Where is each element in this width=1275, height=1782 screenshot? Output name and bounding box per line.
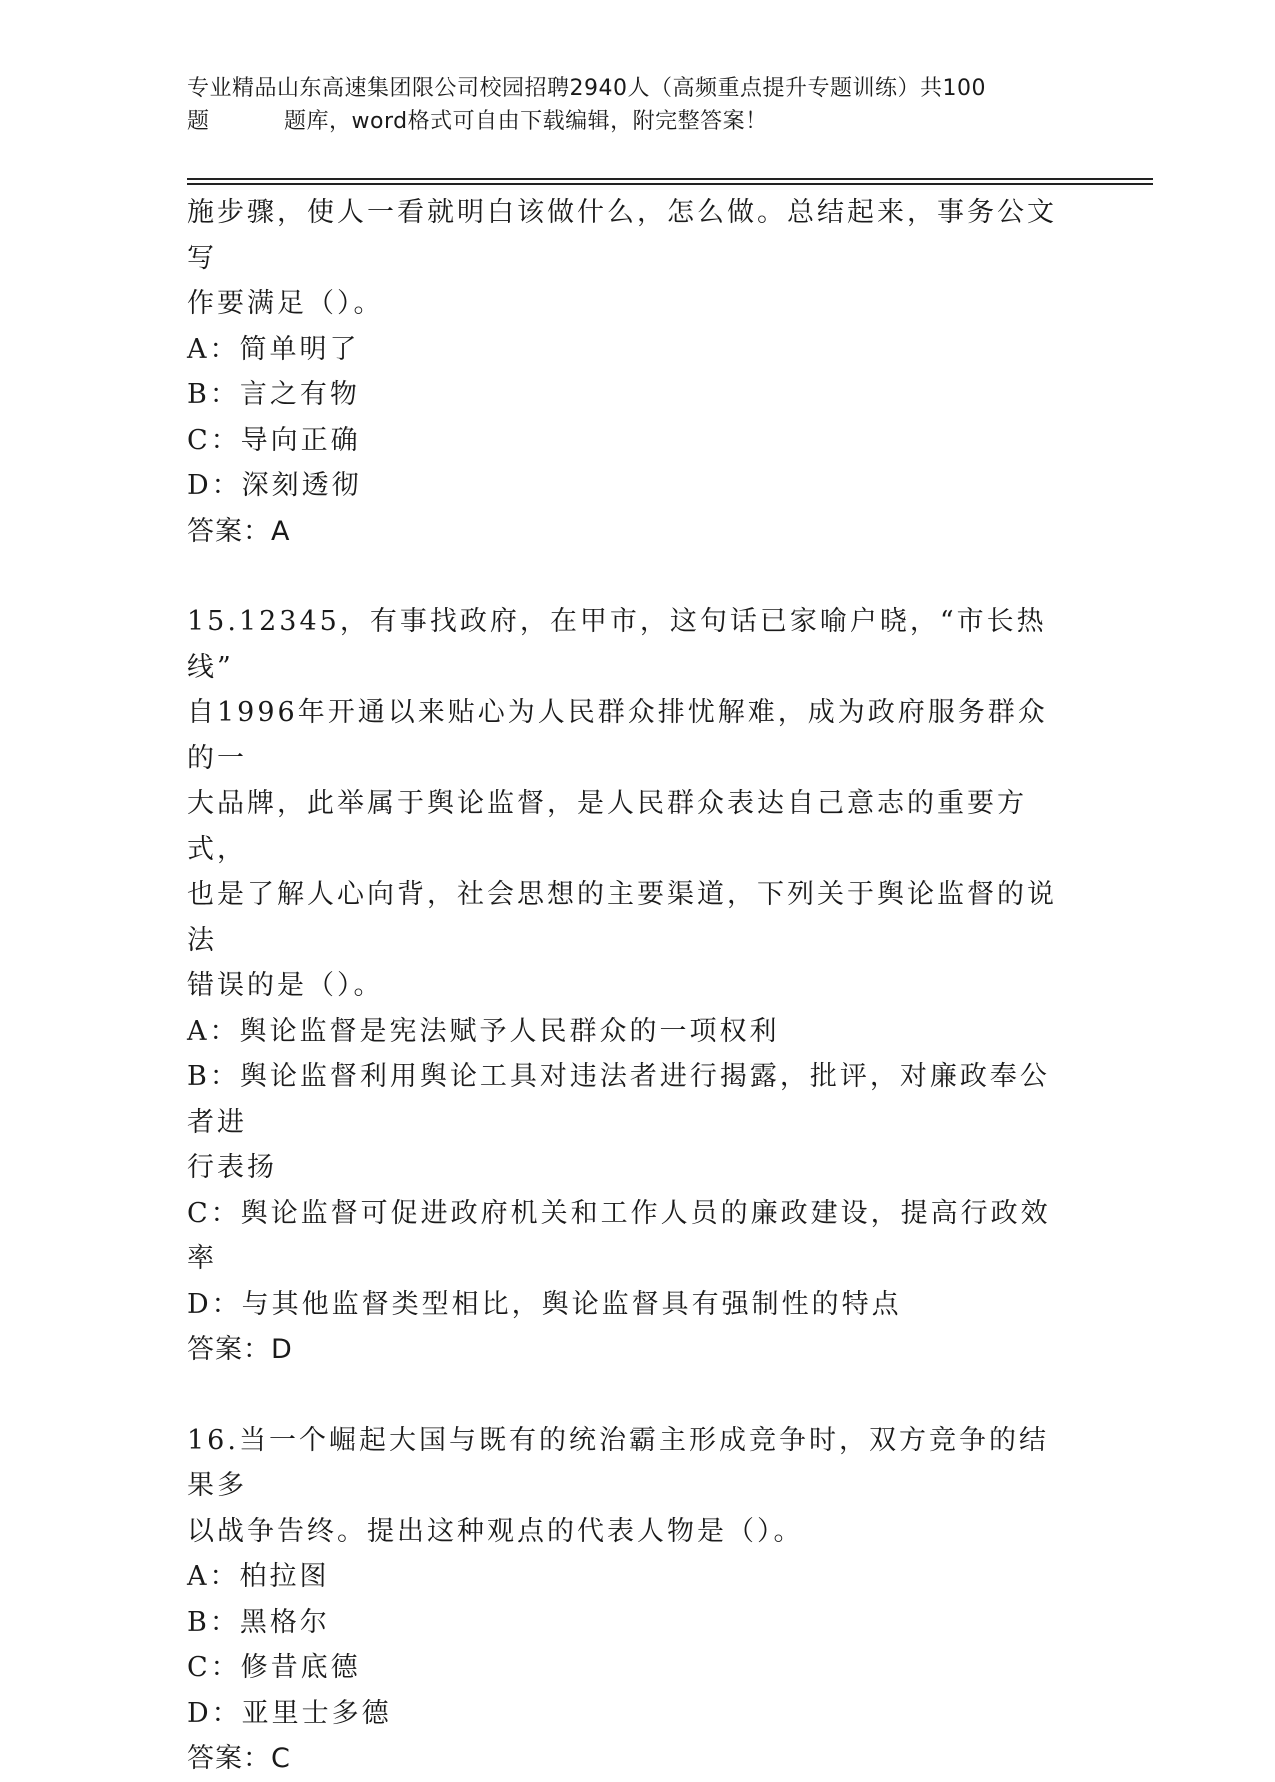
question-content — [187, 190, 1077, 1782]
question-text-line: 也是了解人心向背，社会思想的主要渠道，下列关于舆论监督的说法 — [187, 879, 1057, 956]
question-16 — [187, 1418, 1077, 1782]
question-text-line: 作要满足（）。 — [187, 288, 384, 319]
option-c: C：修昔底德 — [187, 1652, 361, 1683]
question-text-line: 错误的是（）。 — [187, 970, 384, 1001]
option-d: D：深刻透彻 — [187, 470, 362, 501]
option-a: A：舆论监督是宪法赋予人民群众的一项权利 — [187, 1015, 780, 1047]
header-subtitle: 题库，word格式可自由下载编辑，附完整答案！ — [284, 109, 768, 134]
question-text-line: 以战争告终。提出这种观点的代表人物是（）。 — [187, 1515, 804, 1547]
header-subtitle-line — [187, 105, 1087, 138]
question-text-line: 自1996年开通以来贴心为人民群众排忧解难，成为政府服务群众的一 — [187, 697, 1048, 774]
question-text-line: 16.当一个崛起大国与既有的统治霸主形成竞争时，双方竞争的结果多 — [187, 1424, 1049, 1501]
question-15 — [187, 599, 1077, 1373]
option-c: C：导向正确 — [187, 424, 361, 456]
option-d: D：亚里士多德 — [187, 1697, 392, 1729]
option-a: A：简单明了 — [187, 333, 360, 365]
option-a: A：柏拉图 — [187, 1561, 330, 1592]
answer-line: 答案：C — [187, 1743, 291, 1774]
header-title-end: 题 — [187, 109, 210, 134]
option-b: B：黑格尔 — [187, 1606, 330, 1638]
option-b: B：舆论监督利用舆论工具对违法者进行揭露，批评，对廉政奉公者进 — [187, 1061, 1050, 1138]
question-14-continuation — [187, 190, 1077, 554]
question-text-line: 15.12345，有事找政府，在甲市，这句话已家喻户晓，“市长热线” — [187, 606, 1047, 683]
header-rule-top — [187, 178, 1153, 180]
answer-line: 答案：D — [187, 1334, 293, 1365]
option-b: B：言之有物 — [187, 379, 360, 410]
question-spacer — [187, 554, 1077, 599]
question-spacer — [187, 1373, 1077, 1418]
option-b-continued: 行表扬 — [187, 1152, 277, 1183]
question-text-line: 施步骤，使人一看就明白该做什么，怎么做。总结起来，事务公文写 — [187, 197, 1057, 274]
header-title-line: 专业精品山东高速集团限公司校园招聘2940人（高频重点提升专题训练）共100 — [187, 76, 986, 101]
question-text-line: 大品牌，此举属于舆论监督，是人民群众表达自己意志的重要方式， — [187, 788, 1027, 865]
answer-line: 答案：A — [187, 515, 291, 547]
page-header — [187, 72, 1087, 138]
option-d: D：与其他监督类型相比，舆论监督具有强制性的特点 — [187, 1288, 902, 1320]
header-rule-bottom — [187, 183, 1153, 185]
option-c: C：舆论监督可促进政府机关和工作人员的廉政建设，提高行政效率 — [187, 1197, 1051, 1274]
